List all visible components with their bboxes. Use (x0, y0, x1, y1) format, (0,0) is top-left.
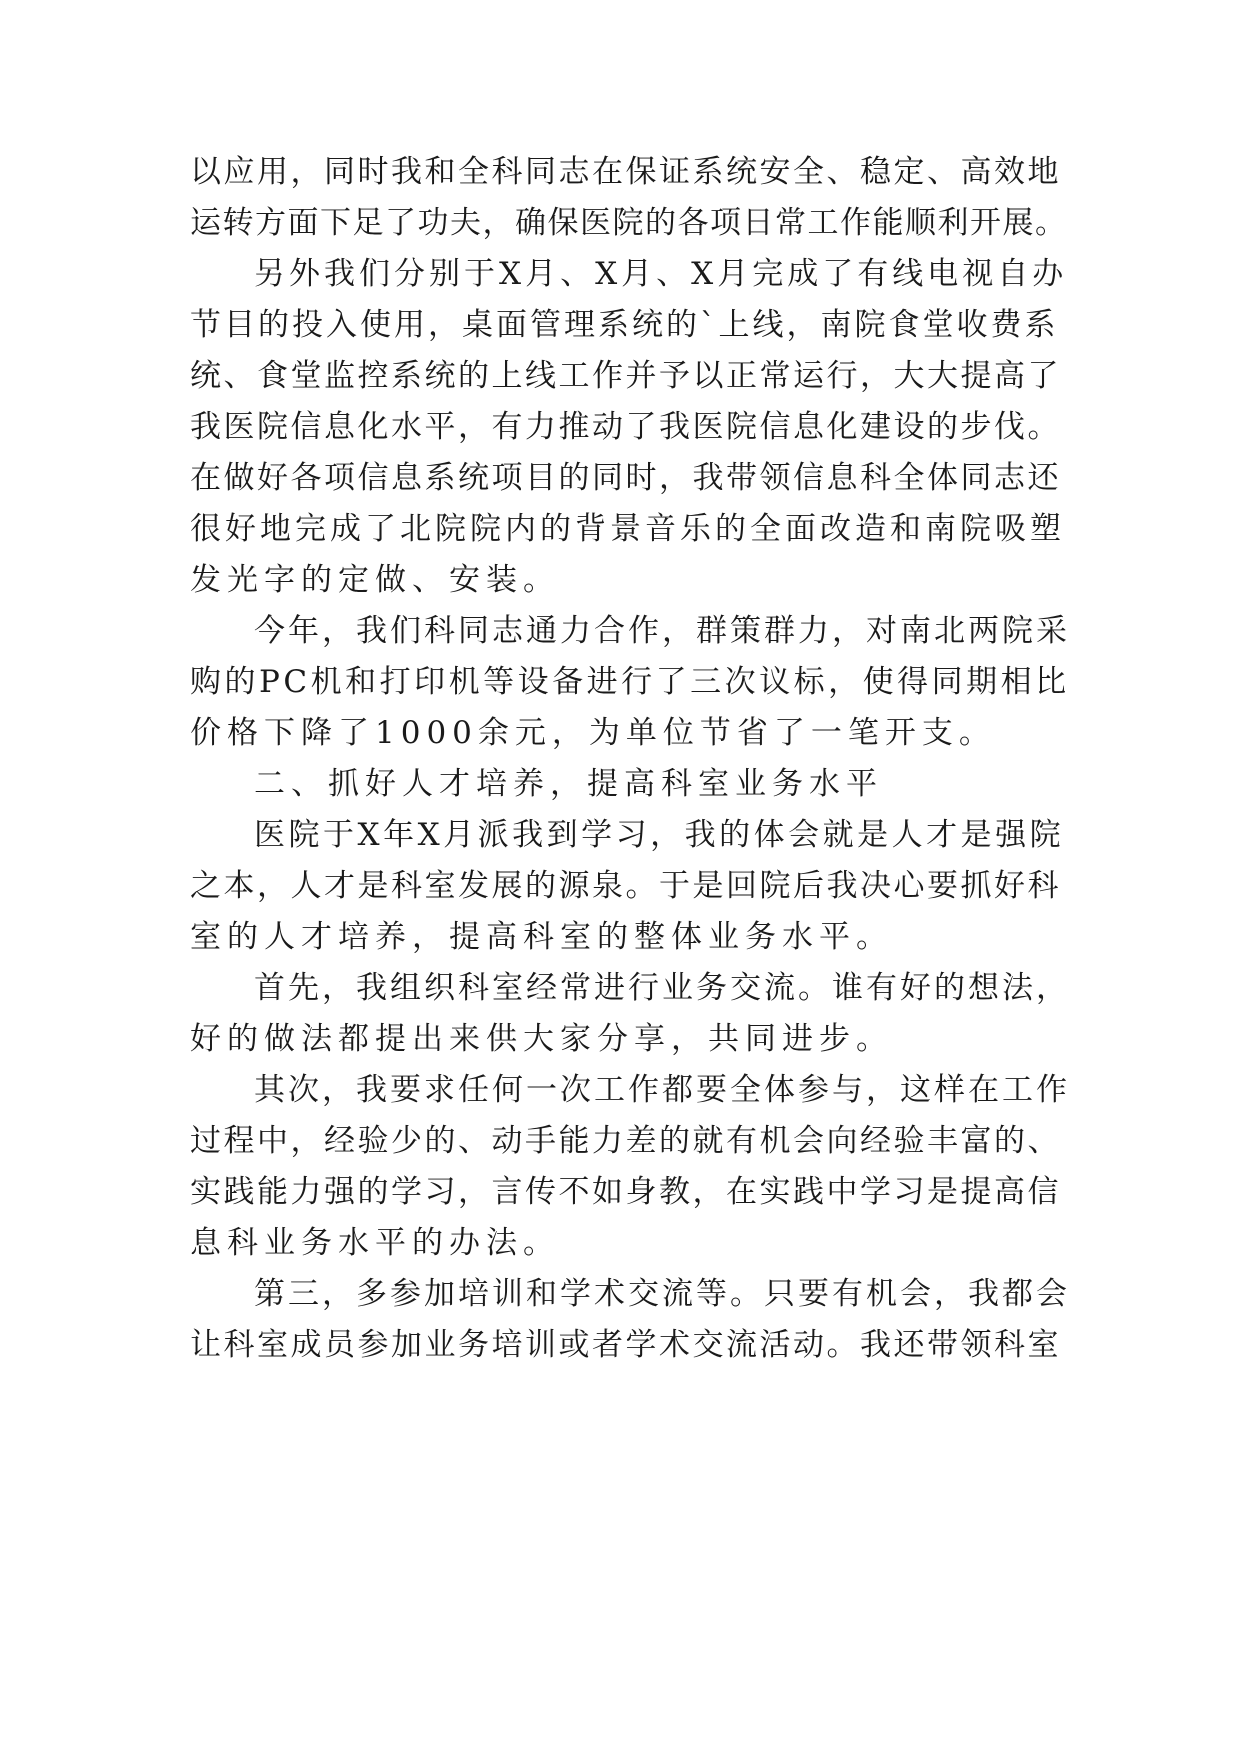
text-line: 在做好各项信息系统项目的同时，我带领信息科全体同志还 (190, 460, 1061, 496)
text-line: 以应用，同时我和全科同志在保证系统安全、稳定、高效地 (190, 154, 1061, 190)
text-line: 之本，人才是科室发展的源泉。于是回院后我决心要抓好科 (190, 868, 1061, 904)
text-line: 价格下降了1000余元，为单位节省了一笔开支。 (190, 715, 996, 751)
text-line: 很好地完成了北院院内的背景音乐的全面改造和南院吸塑 (190, 511, 1065, 547)
text-line: 息科业务水平的办法。 (190, 1225, 560, 1261)
text-line: 我医院信息化水平，有力推动了我医院信息化建设的步伐。 (190, 409, 1061, 445)
text-line: 运转方面下足了功夫，确保医院的各项日常工作能顺利开展。 (190, 205, 1068, 241)
text-line: 统、食堂监控系统的上线工作并予以正常运行，大大提高了 (190, 358, 1061, 394)
paragraph-start-line: 今年，我们科同志通力合作，群策群力，对南北两院采 (254, 613, 1070, 649)
paragraph-start-line: 第三，多参加培训和学术交流等。只要有机会，我都会 (254, 1276, 1070, 1312)
paragraph-start-line: 首先，我组织科室经常进行业务交流。谁有好的想法， (254, 970, 1070, 1006)
text-line: 实践能力强的学习，言传不如身教，在实践中学习是提高信 (190, 1174, 1061, 1210)
paragraph-start-line: 其次，我要求任何一次工作都要全体参与，这样在工作 (254, 1072, 1070, 1108)
text-line: 发光字的定做、安装。 (190, 562, 560, 598)
section-heading: 二、抓好人才培养，提高科室业务水平 (254, 766, 883, 802)
text-line: 室的人才培养，提高科室的整体业务水平。 (190, 919, 893, 955)
text-line: 节目的投入使用，桌面管理系统的`上线，南院食堂收费系 (190, 307, 1059, 343)
paragraph-start-line: 医院于X年X月派我到学习，我的体会就是人才是强院 (254, 817, 1065, 853)
paragraph-start-line: 另外我们分别于X月、X月、X月完成了有线电视自办 (254, 256, 1068, 292)
text-line: 过程中，经验少的、动手能力差的就有机会向经验丰富的、 (190, 1123, 1061, 1159)
text-line: 好的做法都提出来供大家分享，共同进步。 (190, 1021, 893, 1057)
text-line: 购的PC机和打印机等设备进行了三次议标，使得同期相比 (190, 664, 1070, 700)
text-line: 让科室成员参加业务培训或者学术交流活动。我还带领科室 (190, 1327, 1061, 1363)
